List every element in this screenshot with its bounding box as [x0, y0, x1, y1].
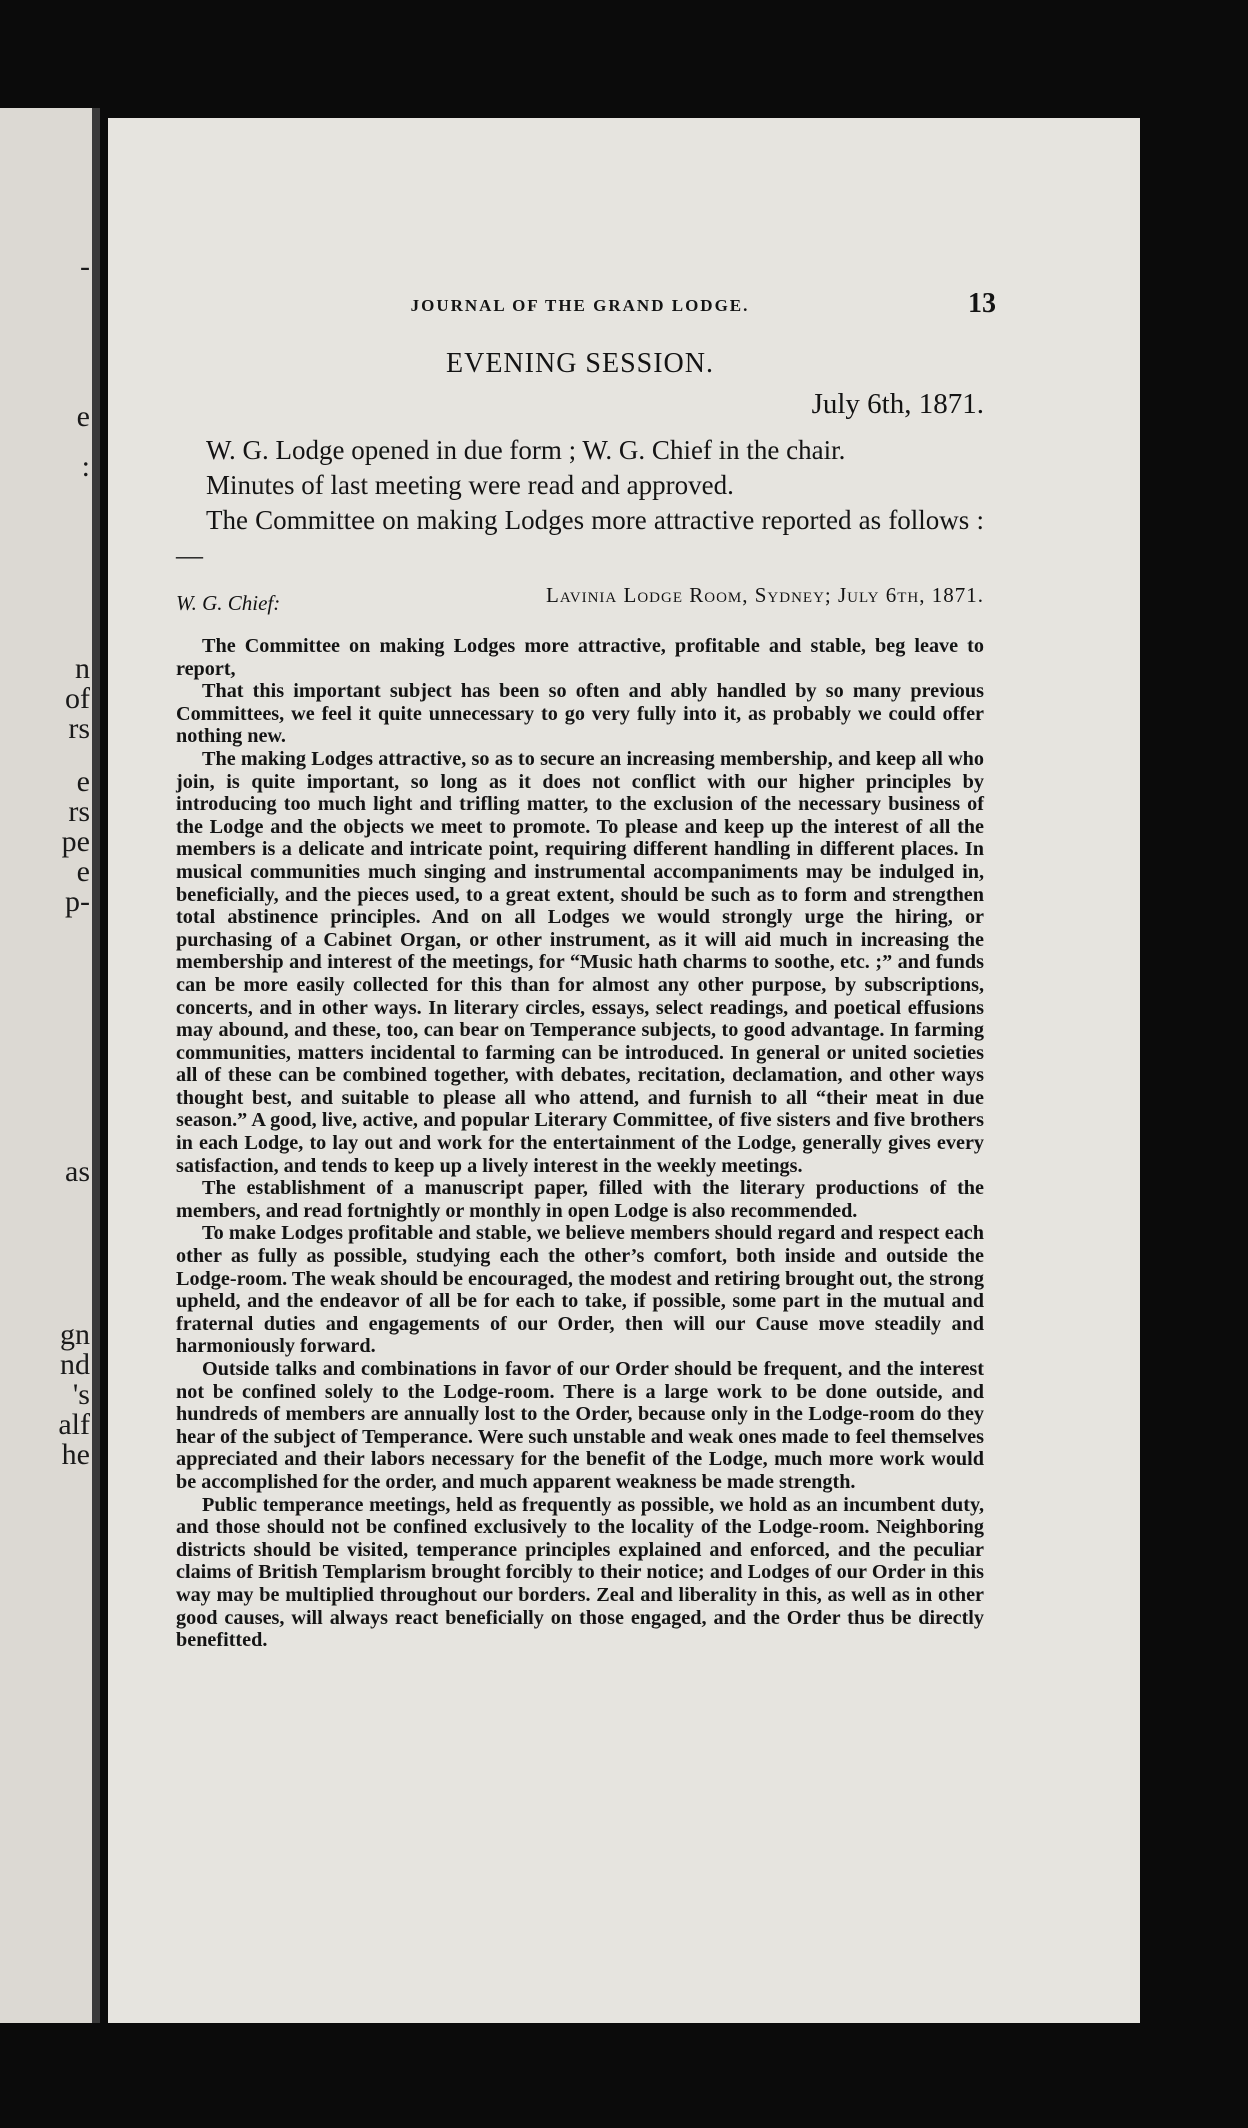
facing-page-fragment: rs [68, 795, 90, 828]
report-paragraph: That this important subject has been so often and ably handled by so many previous Committees, we feel it quite unnecessary to go very fully into it, as probably we could offer nothing new. [176, 680, 984, 748]
running-title: JOURNAL OF THE GRAND LODGE. [410, 296, 750, 315]
facing-page-fragment: gn [60, 1318, 90, 1351]
report-paragraph: The establishment of a manuscript paper, filled with the literary productions of the members, and read fortnightly or monthly in open Lodge is also recommended. [176, 1177, 984, 1222]
facing-page-fragment: e [76, 765, 90, 798]
facing-page-fragment: nd [60, 1348, 90, 1381]
committee-report [176, 635, 984, 1652]
facing-page-fragment: 's [72, 1378, 90, 1411]
report-paragraph: Public temperance meetings, held as frequently as possible, we hold as an incumbent duty, and those should not be confined exclusively to the locality of the Lodge-room. Neighboring districts should be visited, temperance principles explained and enforced, and the peculiar claims of British Templarism brought forcibly to their notice; and Lodges of our Order in this way may be multiplied throughout our borders. Zeal and liberality in this, as well as in other good causes, will always react beneficially on those engaged, and the Order thus be directly benefitted. [176, 1493, 984, 1652]
facing-page-fragment: as [65, 1155, 90, 1188]
minutes-line: Minutes of last meeting were read and approved. [206, 470, 734, 500]
facing-page-fragment: of [65, 682, 90, 715]
facing-page-fragment: : [81, 450, 90, 483]
page-content [176, 288, 996, 1652]
facing-page-fragment: rs [68, 712, 90, 745]
facing-page-fragment: e [76, 855, 90, 888]
facing-page-fragment: pe [61, 825, 90, 858]
report-address [176, 583, 984, 623]
facing-page-fragment: he [61, 1438, 90, 1471]
facing-page-fragment: e [76, 400, 90, 433]
facing-page-fragment: n [75, 652, 90, 685]
report-paragraph: The Committee on making Lodges more attractive, profitable and stable, beg leave to report, [176, 635, 984, 680]
facing-page-fragment: alf [58, 1408, 90, 1441]
page-number: 13 [968, 288, 996, 319]
addressee: W. G. Chief: [176, 591, 281, 615]
report-paragraph: To make Lodges profitable and stable, we believe members should regard and respect each other as fully as possible, studying each the other’s comfort, both inside and outside the Lodge-room. The weak should be encouraged, the modest and retiring brought out, the strong upheld, and the endeavor of all be for each to take, if possible, some part in the mutual and fraternal duties and engagements of our Order, then will our Cause move steadily and harmoniously forward. [176, 1222, 984, 1358]
facing-page-fragment: p- [65, 885, 90, 918]
committee-intro-line: The Committee on making Lodges more attractive reported as follows :— [176, 505, 984, 570]
report-paragraph: The making Lodges attractive, so as to secure an increasing membership, and keep all who join, is quite important, so long as it does not conflict with our higher principles by introducing too much light and trifling matter, to the exclusion of the necessary business of the Lodge and the objects we meet to promote. To please and keep up the interest of all the members is a delicate and intricate point, requiring different handling in different places. In musical communities much singing and instrumental accompaniments may be indulged in, beneficially, and the pieces used, to a great extent, should be such as to form and strengthen total abstinence principles. And on all Lodges we would strongly urge the hiring, or purchasing of a Cabinet Organ, or other instrument, as it will aid much in increasing the membership and interest of the meetings, for “Music hath charms to soothe, etc. ;” and funds can be more easily collected for this than for almost any other purpose, by subscriptions, concerts, and in other ways. In literary circles, essays, select readings, and poetical effusions may abound, and these, too, can bear on Temperance subjects, to good advantage. In farming communities, matters incidental to farming can be introduced. In general or united societies all of these can be combined together, with debates, recitation, declamation, and other ways thought best, and suitable to please all who attend, and furnish to all “their meat in due season.” A good, live, active, and popular Literary Committee, of five sisters and five brothers in each Lodge, to lay out and work for the entertainment of the Lodge, generally gives every satisfaction, and tends to keep up a lively interest in the weekly meetings. [176, 747, 984, 1177]
report-place-date: Lavinia Lodge Room, Sydney; July 6th, 1871. [546, 583, 984, 607]
facing-page-edge [0, 108, 100, 2023]
session-date: July 6th, 1871. [811, 388, 984, 420]
session-title: EVENING SESSION. [446, 348, 714, 379]
book-spine [92, 108, 100, 2023]
report-paragraph: Outside talks and combinations in favor of our Order should be frequent, and the interest not be confined solely to the Lodge-room. There is a large work to be done outside, and hundreds of members are annually lost to the Order, because only in the Lodge-room do they hear of the subject of Temperance. Were such unstable and weak ones made to feel themselves appreciated and their labors necessary for the benefit of the Lodge, much more work would be accomplished for the order, and much apparent weakness be made strength. [176, 1358, 984, 1493]
journal-page [108, 118, 1140, 2023]
facing-page-fragment: - [80, 250, 90, 283]
running-head [176, 288, 996, 328]
lodge-opened-line: W. G. Lodge opened in due form ; W. G. Chief in the chair. [206, 435, 846, 465]
